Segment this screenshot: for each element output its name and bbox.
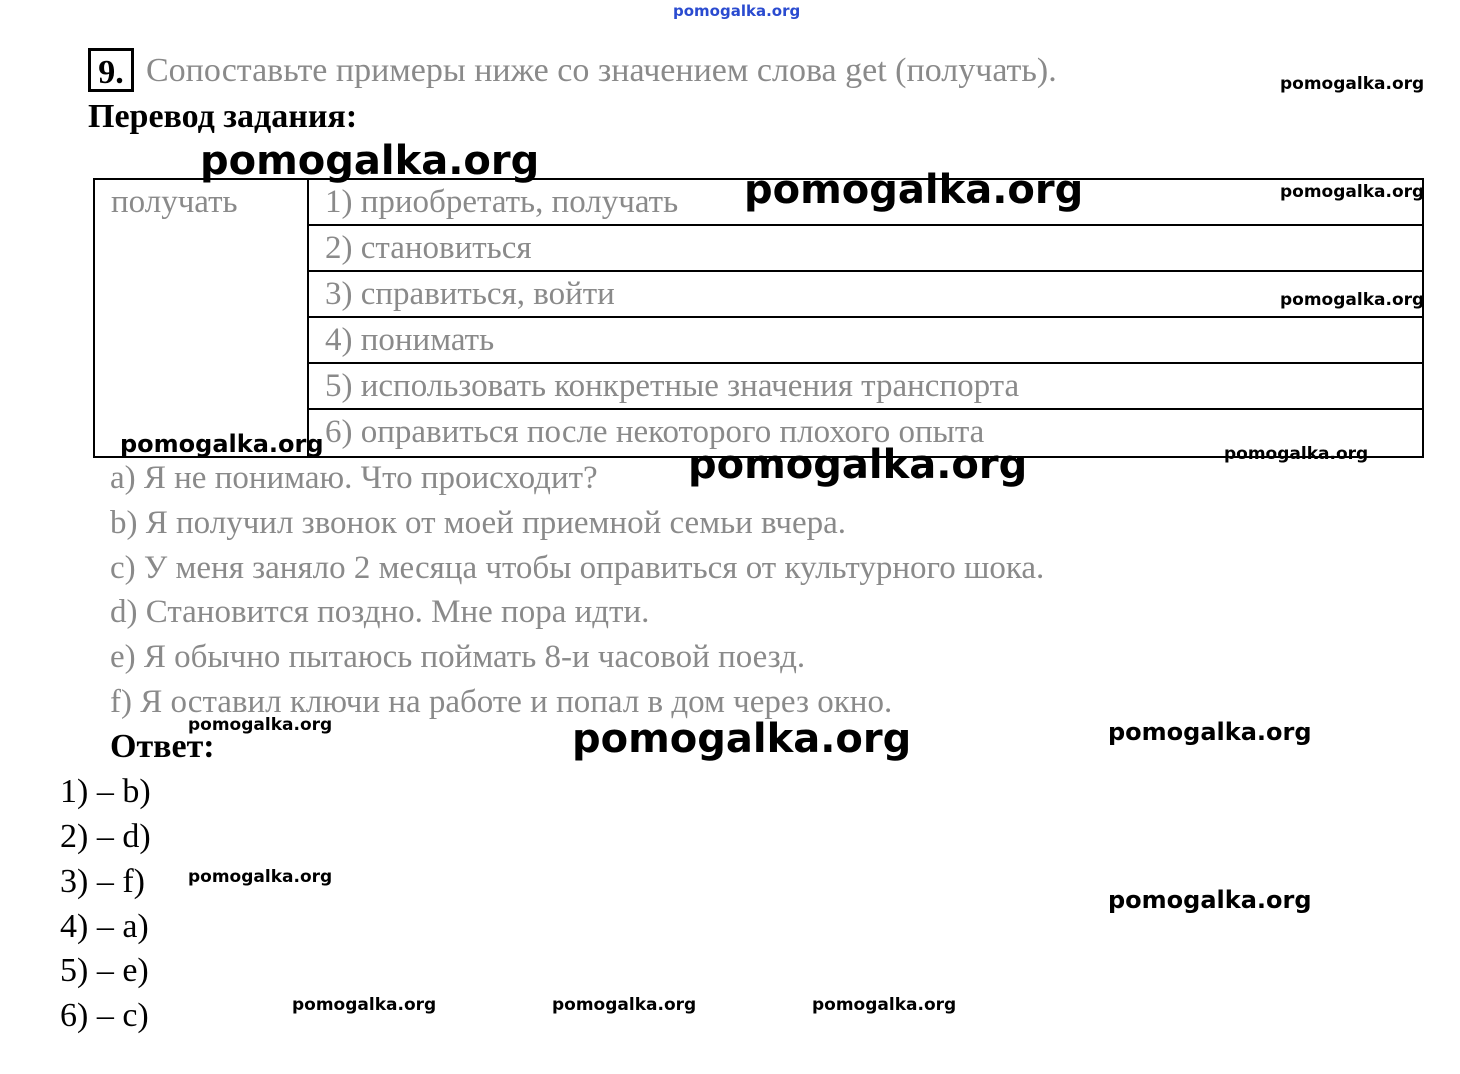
watermark: pomogalka.org	[188, 715, 333, 735]
answer-item: 3) – f)	[60, 863, 145, 900]
watermark: pomogalka.org	[812, 995, 957, 1015]
task-number: 9.	[88, 48, 134, 92]
table-row: 4) понимать	[309, 318, 1422, 364]
sentence-d: d) Становится поздно. Мне пора идти.	[110, 594, 650, 630]
answer-item: 5) – e)	[60, 952, 149, 989]
watermark: pomogalka.org	[1280, 182, 1425, 202]
watermark: pomogalka.org	[744, 167, 1084, 213]
table-rows	[309, 180, 1425, 456]
sentence-e: e) Я обычно пытаюсь поймать 8-и часовой поезд.	[110, 639, 806, 675]
watermark-top: pomogalka.org	[673, 2, 801, 20]
watermark: pomogalka.org	[1280, 290, 1425, 310]
watermark: pomogalka.org	[120, 430, 324, 458]
watermark: pomogalka.org	[200, 138, 540, 184]
watermark: pomogalka.org	[1224, 444, 1369, 464]
sentence-c: c) У меня заняло 2 месяца чтобы оправиться от культурного шока.	[110, 550, 1045, 586]
table-row: 1) приобретать, получать	[309, 180, 1422, 226]
watermark: pomogalka.org	[688, 442, 1028, 488]
answer-item: 6) – c)	[60, 997, 149, 1034]
watermark: pomogalka.org	[572, 716, 912, 762]
table-row: 5) использовать конкретные значения транспорта	[309, 364, 1422, 410]
sentence-f: f) Я оставил ключи на работе и попал в дом через окно.	[110, 684, 893, 720]
watermark: pomogalka.org	[292, 995, 437, 1015]
answer-item: 2) – d)	[60, 818, 151, 855]
watermark: pomogalka.org	[188, 867, 333, 887]
translation-heading: Перевод задания:	[88, 98, 358, 135]
table-row: 3) справиться, войти	[309, 272, 1422, 318]
watermark: pomogalka.org	[1280, 74, 1425, 94]
answer-item: 1) – b)	[60, 773, 151, 810]
watermark: pomogalka.org	[1108, 718, 1312, 746]
watermark: pomogalka.org	[552, 995, 697, 1015]
meanings-table	[93, 178, 1424, 458]
sentence-a: a) Я не понимаю. Что происходит?	[110, 460, 598, 496]
answer-heading: Ответ:	[110, 728, 215, 765]
table-row: 2) становиться	[309, 226, 1422, 272]
table-row: 6) оправиться после некоторого плохого опыта	[325, 414, 985, 450]
task-instruction: Сопоставьте примеры ниже со значением слова get (получать).	[146, 52, 1057, 89]
sentence-b: b) Я получил звонок от моей приемной семьи вчера.	[110, 505, 847, 541]
watermark: pomogalka.org	[1108, 886, 1312, 914]
answer-item: 4) – a)	[60, 908, 149, 945]
table-left-label: получать	[95, 180, 309, 456]
